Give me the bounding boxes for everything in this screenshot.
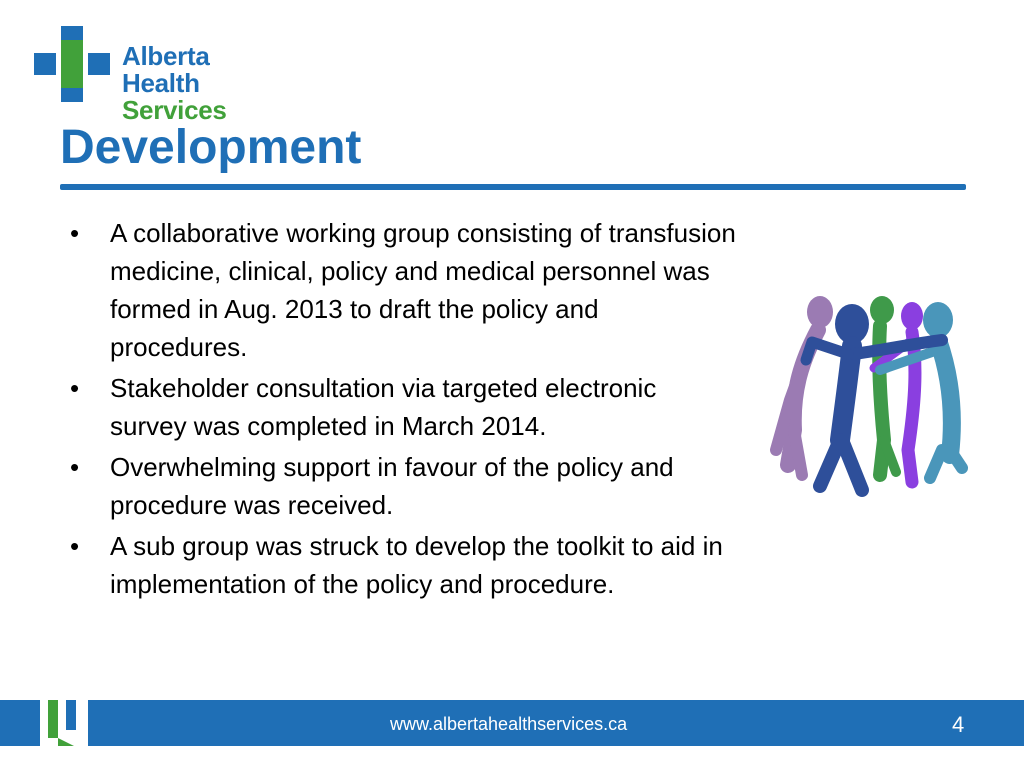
bullet-text: A collaborative working group consisting of transfusion medicine, clinical, policy and medical personnel was formed in Aug. 2013 to draft the policy and procedures.: [110, 218, 736, 362]
bullet-text: A sub group was struck to develop the toolkit to aid in implementation of the policy and procedure.: [110, 531, 723, 599]
footer-bottom-strip: [0, 747, 1024, 768]
bullet-list: [70, 214, 740, 606]
bullet-marker: •: [70, 452, 80, 482]
group-hug-people-icon: [762, 290, 982, 502]
green-person-icon: [870, 296, 896, 475]
bullet-marker: •: [70, 373, 80, 403]
bullet-text: Stakeholder consultation via targeted electronic survey was completed in March 2014.: [110, 373, 657, 441]
purple-person-icon: [776, 296, 833, 475]
ahs-cross-logo-icon: [34, 26, 110, 102]
logo-wordmark: [122, 43, 294, 124]
logo-line1: Alberta Health: [122, 41, 210, 98]
bullet-marker: •: [70, 218, 80, 248]
bullet-item: [70, 214, 740, 366]
logo-line2: Services: [122, 95, 227, 125]
bullet-text: Overwhelming support in favour of the policy and procedure was received.: [110, 452, 674, 520]
ahs-logo: [34, 26, 294, 125]
bullet-item: [70, 448, 740, 524]
footer-url: www.albertahealthservices.ca: [390, 714, 628, 734]
page-number: 4: [952, 712, 965, 737]
title-divider: [60, 184, 966, 190]
bullet-item: [70, 369, 740, 445]
bullet-item: [70, 527, 740, 603]
ahs-footer-mark-icon: [40, 700, 88, 746]
bullet-marker: •: [70, 531, 80, 561]
slide-title: Development: [60, 121, 362, 174]
